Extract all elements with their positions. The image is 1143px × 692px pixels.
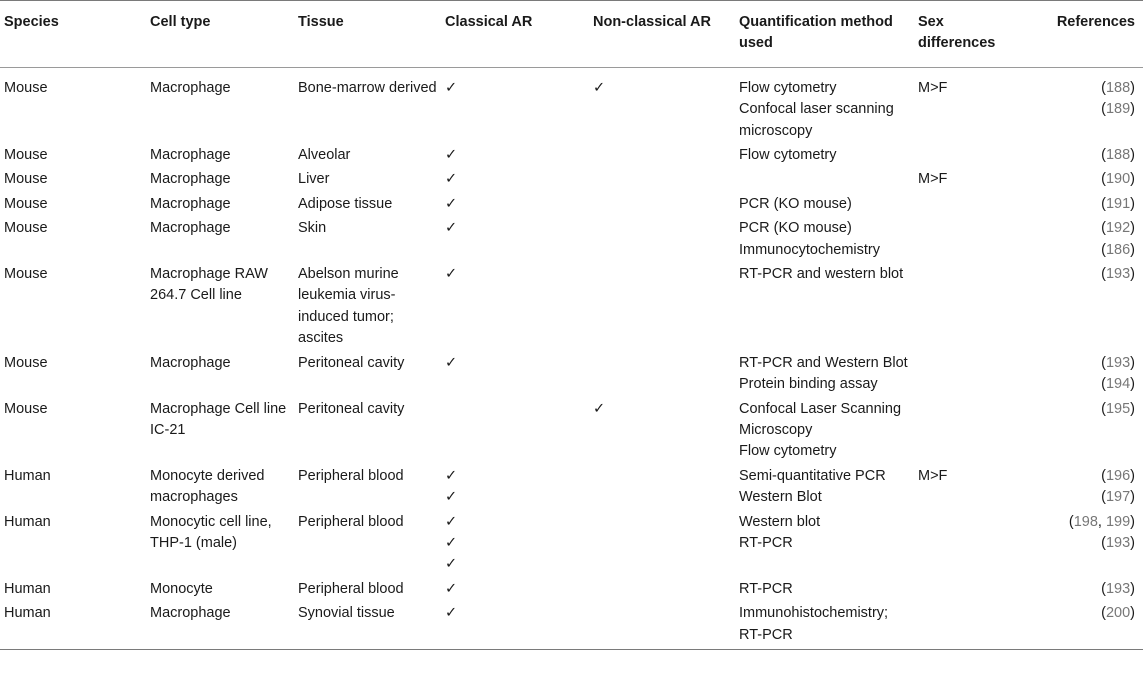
cell-sex-differences	[914, 145, 1026, 169]
cell-cell-type: Monocyte	[150, 580, 213, 597]
cell-quantification-method	[735, 579, 914, 603]
cell-classical-ar	[441, 264, 589, 353]
cell-non-classical-ar	[589, 169, 735, 193]
cell-non-classical-ar	[589, 264, 735, 353]
checkmark-icon: ✓	[445, 467, 458, 484]
cell-sex-differences	[914, 218, 1026, 264]
checkmark-icon: ✓	[445, 489, 458, 506]
cell-cell-type: Macrophage	[150, 220, 231, 237]
cell-non-classical-ar	[589, 603, 735, 649]
method-item: Western blot	[739, 513, 821, 530]
cell-cell-type: Monocyte derived macrophages	[150, 467, 265, 506]
table-row	[0, 264, 1143, 353]
header-sex-differences: Sex differences	[918, 14, 996, 52]
cell-species: Human	[4, 513, 51, 530]
cell-quantification-method	[735, 512, 914, 579]
cell-species: Human	[4, 580, 51, 597]
cell-tissue: Peripheral blood	[298, 580, 404, 597]
reference-line: (193)	[1101, 580, 1135, 597]
header-species: Species	[4, 14, 59, 30]
table-body	[0, 67, 1143, 649]
cell-cell-type: Macrophage	[150, 354, 231, 371]
cell-quantification-method	[735, 353, 914, 399]
cell-sex-differences: M>F	[918, 79, 948, 96]
reference-link[interactable]: 193	[1105, 534, 1131, 551]
table-row	[0, 218, 1143, 264]
cell-tissue: Bone-marrow derived	[298, 79, 437, 96]
cell-sex-differences	[914, 579, 1026, 603]
header-row	[0, 1, 1143, 68]
cell-cell-type: Macrophage Cell line IC-21	[150, 400, 287, 438]
cell-references	[1026, 169, 1143, 193]
reference-line: (193)	[1101, 354, 1135, 371]
cell-sex-differences	[914, 603, 1026, 649]
cell-references	[1026, 67, 1143, 145]
checkmark-icon: ✓	[445, 534, 458, 551]
reference-line: (191)	[1101, 195, 1135, 212]
cell-sex-differences	[914, 194, 1026, 218]
checkmark-icon: ✓	[445, 220, 458, 237]
cell-sex-differences	[914, 512, 1026, 579]
reference-line: (186)	[1101, 241, 1135, 258]
reference-line: (195)	[1101, 400, 1135, 417]
cell-tissue: Alveolar	[298, 147, 351, 164]
cell-tissue: Liver	[298, 171, 330, 188]
method-item: Confocal Laser Scanning Microscopy	[739, 400, 902, 438]
method-item: Semi-quantitative PCR	[739, 467, 886, 484]
method-item: Flow cytometry	[739, 79, 837, 96]
checkmark-icon: ✓	[593, 79, 606, 96]
method-item: PCR (KO mouse)	[739, 220, 852, 237]
method-item: Immunocytochemistry	[739, 241, 881, 258]
cell-tissue: Peritoneal cavity	[298, 400, 405, 417]
cell-tissue: Peritoneal cavity	[298, 354, 405, 371]
cell-cell-type: Monocytic cell line, THP-1 (male)	[150, 513, 272, 551]
cell-non-classical-ar	[589, 512, 735, 579]
cell-references	[1026, 194, 1143, 218]
cell-cell-type: Macrophage	[150, 79, 231, 96]
method-item: Western Blot	[739, 489, 822, 506]
method-item: Flow cytometry	[739, 443, 837, 460]
cell-tissue: Synovial tissue	[298, 605, 395, 622]
checkmark-icon: ✓	[445, 266, 458, 283]
reference-link[interactable]: 188	[1105, 79, 1131, 96]
reference-link[interactable]: 194	[1105, 376, 1131, 393]
reference-line: (193)	[1101, 266, 1135, 283]
cell-sex-differences	[914, 264, 1026, 353]
cell-cell-type: Macrophage	[150, 171, 231, 188]
cell-classical-ar	[441, 603, 589, 649]
cell-species: Mouse	[4, 220, 48, 237]
reference-line: (196)	[1101, 467, 1135, 484]
cell-quantification-method	[735, 169, 914, 193]
reference-line: (192)	[1101, 220, 1135, 237]
method-item: RT-PCR	[739, 534, 793, 551]
method-item: RT-PCR	[739, 580, 793, 597]
checkmark-icon: ✓	[445, 147, 458, 164]
reference-line: (190)	[1101, 171, 1135, 188]
cell-classical-ar	[441, 353, 589, 399]
checkmark-icon: ✓	[445, 556, 458, 573]
cell-species: Human	[4, 605, 51, 622]
cell-classical-ar	[441, 194, 589, 218]
cell-non-classical-ar	[589, 194, 735, 218]
table-row	[0, 67, 1143, 145]
cell-quantification-method	[735, 466, 914, 512]
reference-link[interactable]: 196	[1105, 467, 1131, 484]
table-row	[0, 603, 1143, 649]
checkmark-icon: ✓	[445, 580, 458, 597]
cell-species: Mouse	[4, 147, 48, 164]
table-row	[0, 579, 1143, 603]
table-row	[0, 194, 1143, 218]
reference-line: (198, 199)	[1068, 513, 1135, 530]
reference-link[interactable]: 188	[1105, 147, 1131, 164]
cell-non-classical-ar	[589, 353, 735, 399]
reference-link[interactable]: 189	[1105, 101, 1131, 118]
checkmark-icon: ✓	[445, 354, 458, 371]
cell-quantification-method	[735, 145, 914, 169]
cell-species: Mouse	[4, 400, 48, 417]
reference-link[interactable]: 193	[1105, 266, 1131, 283]
cell-species: Mouse	[4, 266, 48, 283]
reference-link[interactable]: 198	[1073, 513, 1098, 530]
reference-link[interactable]: 199	[1105, 513, 1131, 530]
reference-link[interactable]: 190	[1105, 171, 1131, 188]
cell-sex-differences	[914, 353, 1026, 399]
cell-tissue: Peripheral blood	[298, 467, 404, 484]
header-cell-type: Cell type	[150, 14, 211, 30]
table-row	[0, 399, 1143, 466]
cell-species: Mouse	[4, 195, 48, 212]
cell-species: Mouse	[4, 171, 48, 188]
reference-line: (189)	[1101, 101, 1135, 118]
reference-link[interactable]: 195	[1105, 400, 1131, 417]
reference-link[interactable]: 193	[1105, 354, 1131, 371]
cell-cell-type: Macrophage	[150, 605, 231, 622]
header-non-classical-ar: Non-classical AR	[593, 14, 711, 30]
cell-references	[1026, 218, 1143, 264]
cell-quantification-method	[735, 603, 914, 649]
reference-line: (197)	[1101, 489, 1135, 506]
method-item: Protein binding assay	[739, 376, 878, 393]
cell-quantification-method	[735, 264, 914, 353]
cell-references	[1026, 264, 1143, 353]
cell-species: Mouse	[4, 79, 48, 96]
checkmark-icon: ✓	[445, 79, 458, 96]
cell-sex-differences: M>F	[918, 467, 948, 484]
cell-quantification-method	[735, 194, 914, 218]
method-item: Confocal laser scanning microscopy	[739, 101, 894, 139]
cell-cell-type: Macrophage RAW 264.7 Cell line	[150, 266, 268, 304]
reference-line: (188)	[1101, 79, 1135, 96]
header-quantification-method: Quantification method used	[739, 14, 893, 52]
cell-non-classical-ar	[589, 399, 735, 466]
cell-sex-differences	[914, 399, 1026, 466]
cell-non-classical-ar	[589, 218, 735, 264]
cell-references	[1026, 466, 1143, 512]
header-references: References	[1056, 14, 1135, 30]
checkmark-icon: ✓	[445, 513, 458, 530]
table-row	[0, 512, 1143, 579]
cell-quantification-method	[735, 67, 914, 145]
cell-classical-ar	[441, 399, 589, 466]
table-row	[0, 466, 1143, 512]
reference-line: (188)	[1101, 147, 1135, 164]
cell-species: Mouse	[4, 354, 48, 371]
cell-cell-type: Macrophage	[150, 147, 231, 164]
cell-classical-ar	[441, 466, 589, 512]
reference-link[interactable]: 193	[1105, 580, 1131, 597]
cell-species: Human	[4, 467, 51, 484]
cell-classical-ar	[441, 67, 589, 145]
table-row	[0, 169, 1143, 193]
cell-references	[1026, 603, 1143, 649]
cell-references	[1026, 353, 1143, 399]
checkmark-icon: ✓	[445, 171, 458, 188]
cell-references	[1026, 145, 1143, 169]
cell-tissue: Abelson murine leukemia virus-induced tumor; ascites	[298, 266, 399, 347]
cell-tissue: Peripheral blood	[298, 513, 404, 530]
checkmark-icon: ✓	[593, 400, 606, 417]
reference-line: (200)	[1101, 605, 1135, 622]
cell-tissue: Skin	[298, 220, 327, 237]
table-header	[0, 1, 1143, 68]
cell-non-classical-ar	[589, 67, 735, 145]
reference-line: (194)	[1101, 376, 1135, 393]
method-item: Immunohistochemistry; RT-PCR	[739, 605, 889, 643]
checkmark-icon: ✓	[445, 605, 458, 622]
method-item: Flow cytometry	[739, 147, 837, 164]
header-tissue: Tissue	[298, 14, 344, 30]
cell-non-classical-ar	[589, 145, 735, 169]
cell-non-classical-ar	[589, 466, 735, 512]
cell-references	[1026, 512, 1143, 579]
cell-sex-differences: M>F	[918, 171, 948, 188]
cell-classical-ar	[441, 579, 589, 603]
cell-quantification-method	[735, 399, 914, 466]
method-item: RT-PCR and Western Blot	[739, 354, 908, 371]
cell-non-classical-ar	[589, 579, 735, 603]
method-item: RT-PCR and western blot	[739, 266, 904, 283]
table-row	[0, 353, 1143, 399]
cell-classical-ar	[441, 512, 589, 579]
cell-classical-ar	[441, 218, 589, 264]
table-row	[0, 145, 1143, 169]
cell-classical-ar	[441, 169, 589, 193]
header-classical-ar: Classical AR	[445, 14, 533, 30]
reference-link[interactable]: 191	[1105, 195, 1131, 212]
cell-quantification-method	[735, 218, 914, 264]
reference-line: (193)	[1101, 534, 1135, 551]
method-item: PCR (KO mouse)	[739, 195, 852, 212]
cell-references	[1026, 579, 1143, 603]
cell-classical-ar	[441, 145, 589, 169]
reference-link[interactable]: 200	[1105, 605, 1131, 622]
cell-references	[1026, 399, 1143, 466]
reference-link[interactable]: 197	[1105, 489, 1131, 506]
cell-tissue: Adipose tissue	[298, 195, 393, 212]
checkmark-icon: ✓	[445, 195, 458, 212]
reference-link[interactable]: 192	[1105, 220, 1131, 237]
cell-cell-type: Macrophage	[150, 195, 231, 212]
reference-link[interactable]: 186	[1105, 241, 1131, 258]
